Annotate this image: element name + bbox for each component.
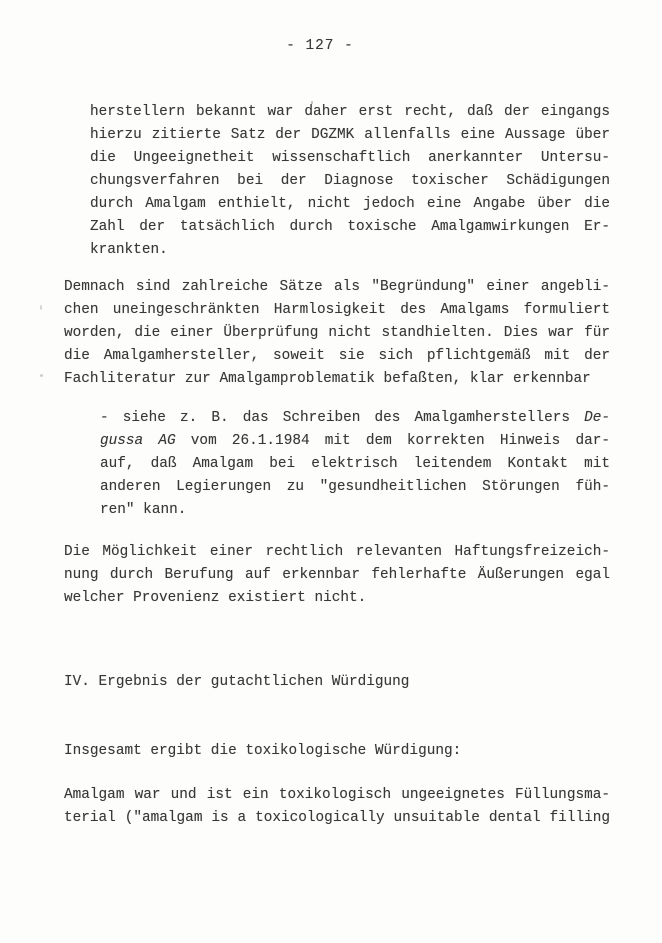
italic-text-segment: De-: [584, 410, 610, 426]
text-segment: auf, daß Amalgam bei elektrisch leitendem Kontakt mit: [100, 456, 610, 472]
text-segment: hierzu zitierte Satz der DGZMK allenfalls eine Aussage über: [90, 127, 610, 143]
text-segment: Fachliteratur zur Amalgamproblematik befaßten, klar erkennbar: [64, 371, 591, 387]
text-line: [100, 407, 610, 430]
text-line: [64, 671, 610, 694]
text-segment: Demnach sind zahlreiche Sätze als "Begründung" einer angebli-: [64, 279, 610, 295]
scan-speck: [40, 305, 42, 310]
text-segment: die Ungeeignetheit wissenschaftlich anerkannter Untersu-: [90, 150, 610, 166]
text-line: [100, 453, 610, 476]
text-line: [90, 216, 610, 239]
scan-speck: [40, 374, 43, 377]
text-segment: - siehe z. B. das Schreiben des Amalgamherstellers: [100, 410, 585, 426]
text-segment: Zahl der tatsächlich durch toxische Amalgamwirkungen Er-: [90, 219, 610, 235]
text-segment: Amalgam war und ist ein toxikologisch ungeeignetes Füllungsma-: [64, 787, 610, 803]
text-segment: Die Möglichkeit einer rechtlich relevanten Haftungsfreizeich-: [64, 544, 610, 560]
text-line: [90, 101, 610, 124]
text-segment: chen uneingeschränkten Harmlosigkeit des Amalgams formuliert: [64, 302, 610, 318]
text-line: [90, 239, 610, 262]
text-segment: ren" kann.: [100, 502, 187, 518]
text-line: [64, 807, 610, 830]
para-amalgam: [64, 784, 610, 830]
text-line: [64, 276, 610, 299]
italic-text-segment: gussa AG: [100, 433, 176, 449]
text-line: [64, 541, 610, 564]
text-segment: herstellern bekannt war daher erst recht, daß der eingangs: [90, 104, 610, 120]
text-line: [64, 345, 610, 368]
para-insgesamt: [64, 740, 610, 763]
text-segment: Insgesamt ergibt die toxikologische Würdigung:: [64, 743, 462, 759]
text-segment: chungsverfahren bei der Diagnose toxischer Schädigungen: [90, 173, 610, 189]
text-segment: krankten.: [90, 242, 168, 258]
para-opening: [90, 101, 610, 262]
text-line: [64, 564, 610, 587]
text-segment: worden, die einer Überprüfung nicht standhielten. Dies war für: [64, 325, 610, 341]
para-demnach: [64, 276, 610, 391]
text-line: [100, 476, 610, 499]
text-line: [90, 147, 610, 170]
text-line: [64, 784, 610, 807]
heading-iv: [64, 671, 610, 694]
scan-speck: [311, 101, 313, 104]
text-line: [64, 368, 610, 391]
text-line: [64, 587, 610, 610]
text-segment: durch Amalgam enthielt, nicht jedoch eine Angabe über die: [90, 196, 610, 212]
text-line: [64, 299, 610, 322]
text-line: [100, 499, 610, 522]
para-haftung: [64, 541, 610, 610]
text-line: [90, 193, 610, 216]
text-segment: terial ("amalgam is a toxicologically unsuitable dental filling: [64, 810, 610, 826]
text-line: [90, 170, 610, 193]
page-number: - 127 -: [286, 38, 354, 54]
text-segment: welcher Provenienz existiert nicht.: [64, 590, 367, 606]
text-segment: die Amalgamhersteller, soweit sie sich pflichtgemäß mit der: [64, 348, 610, 364]
text-segment: IV. Ergebnis der gutachtlichen Würdigung: [64, 674, 410, 690]
text-segment: nung durch Berufung auf erkennbar fehlerhafte Äußerungen egal: [64, 567, 610, 583]
text-segment: vom 26.1.1984 mit dem korrekten Hinweis dar-: [175, 433, 610, 449]
para-siehe: [100, 407, 610, 522]
text-line: [64, 740, 610, 763]
text-line: [64, 322, 610, 345]
text-line: [100, 430, 610, 453]
text-line: [90, 124, 610, 147]
text-segment: anderen Legierungen zu "gesundheitlichen Störungen füh-: [100, 479, 610, 495]
